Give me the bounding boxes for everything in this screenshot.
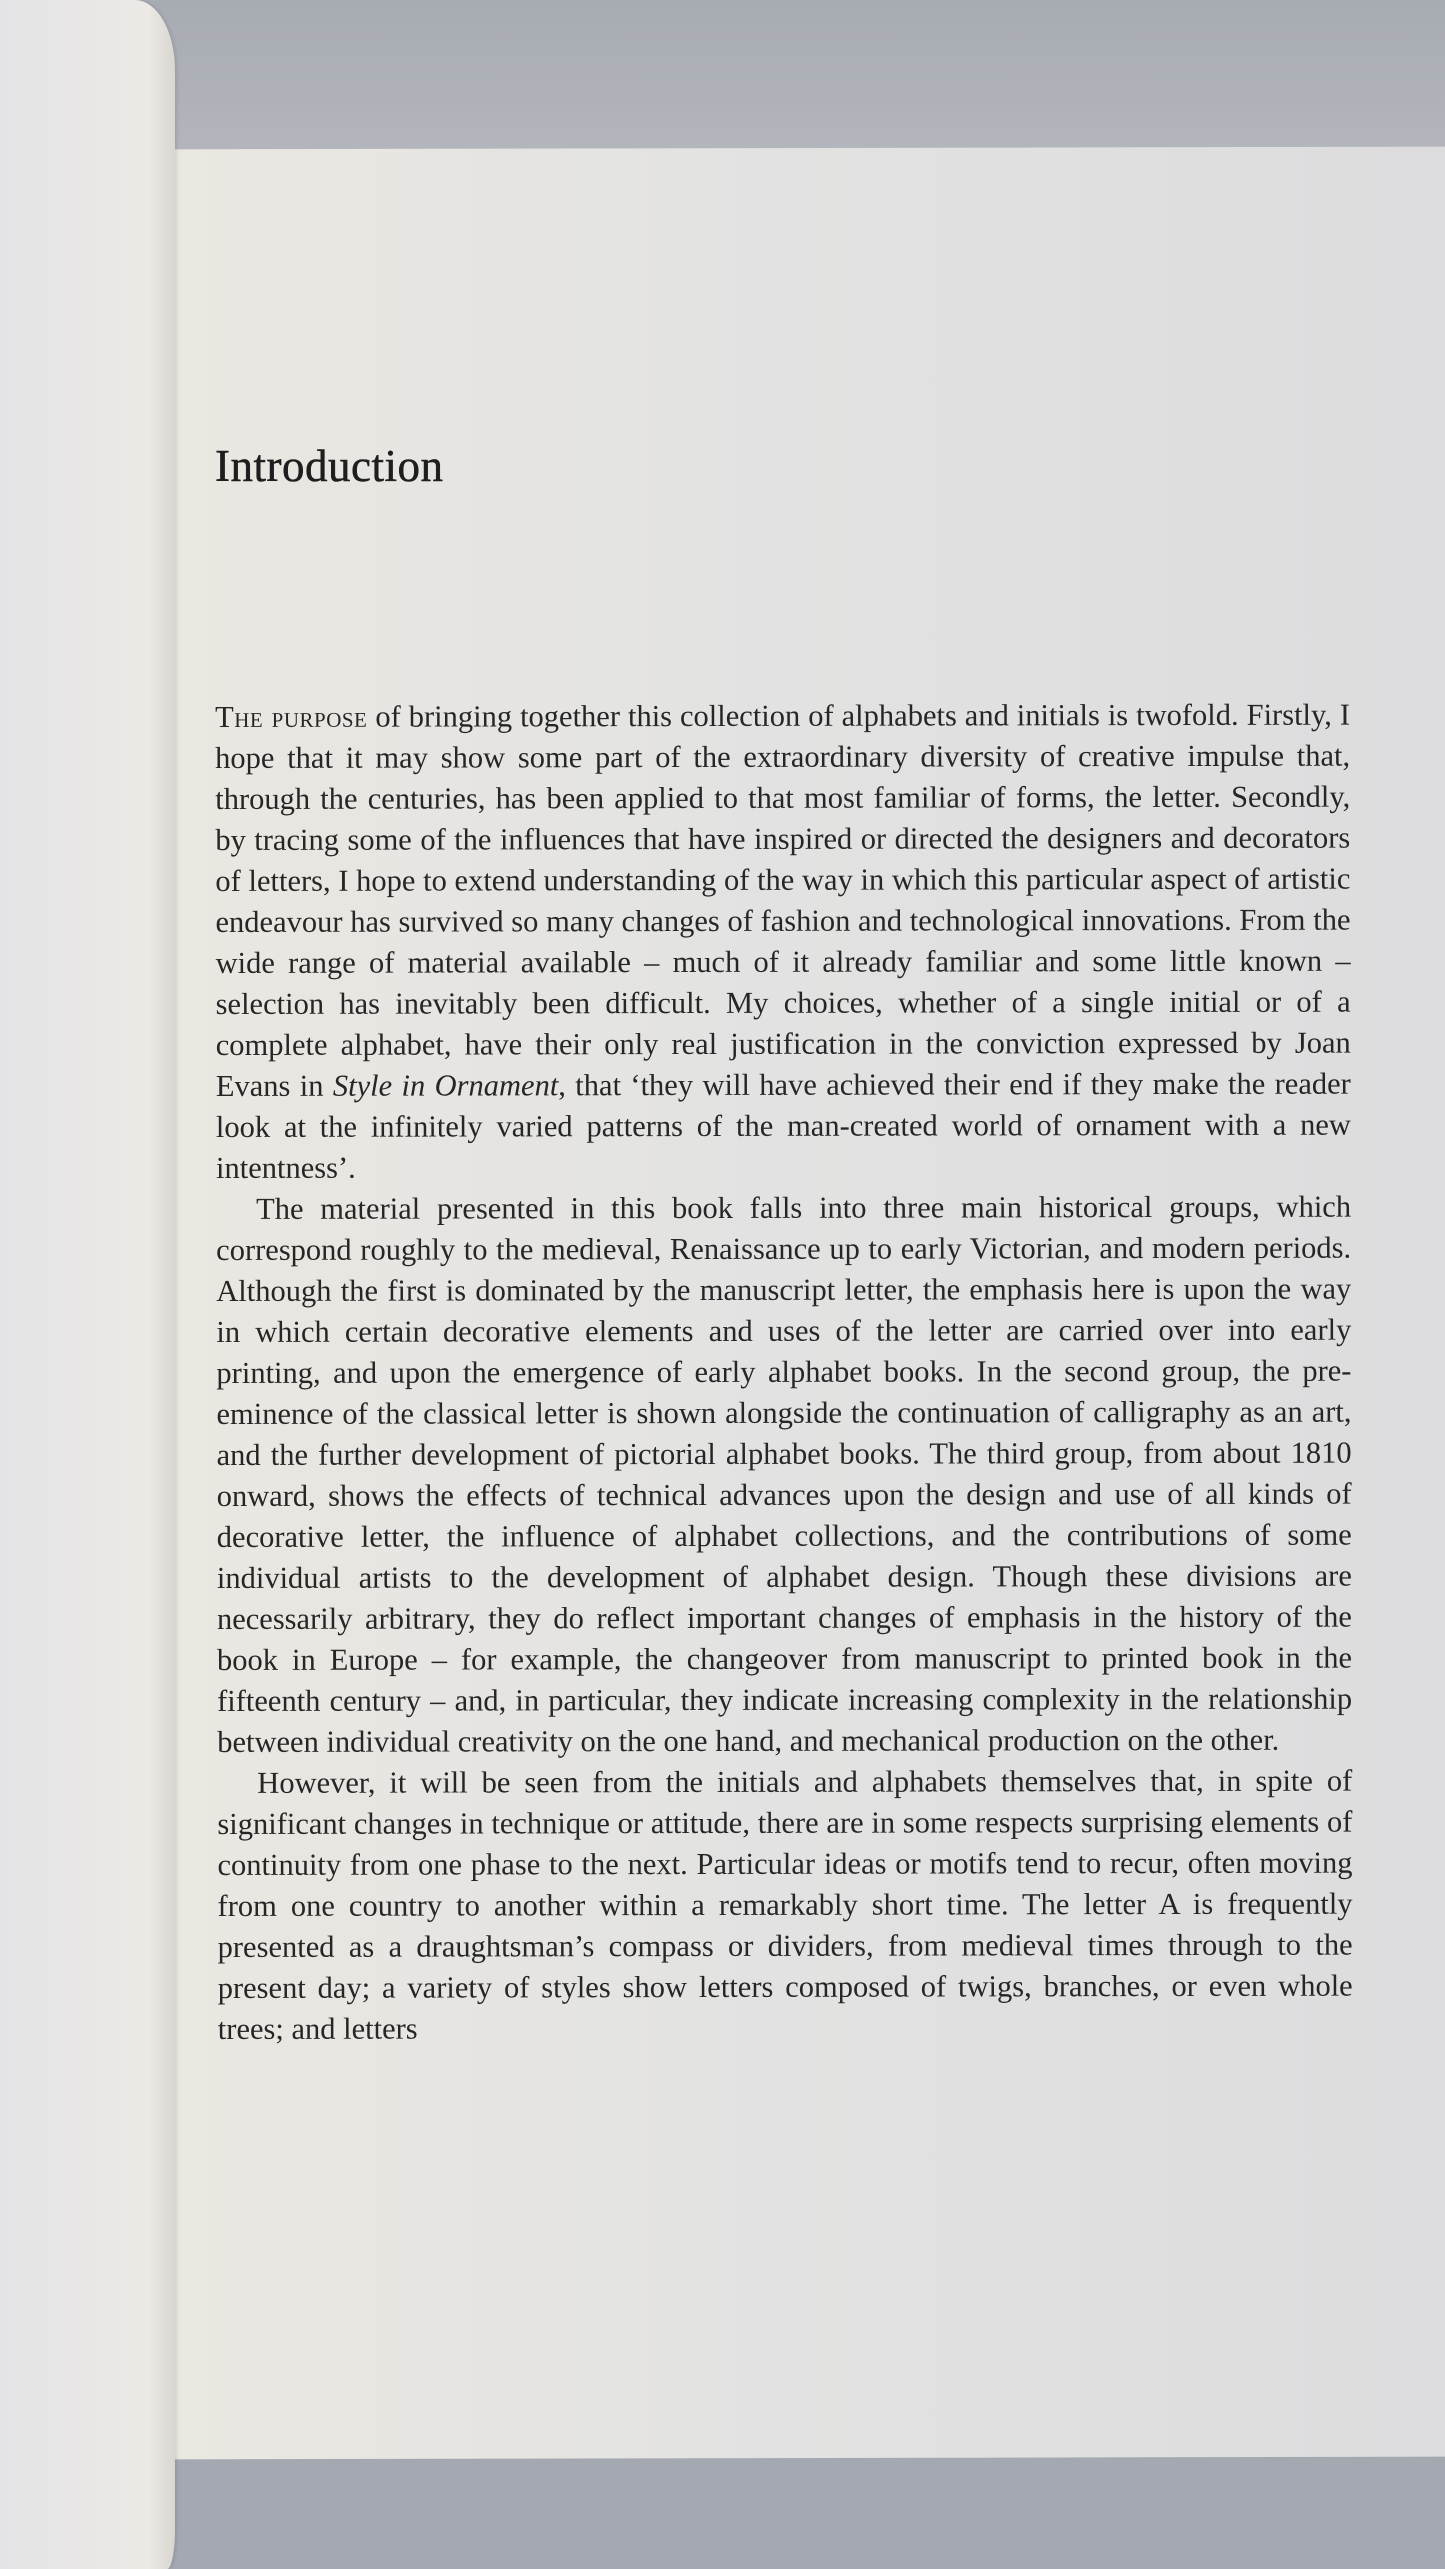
book-title-italic: Style in Ornament: [332, 1068, 559, 1103]
paragraph-2: The material presented in this book falls into three main historical groups, which correspond roughly to the medieval, Renaissance up to early Victorian, and modern periods. Although the first is dominated by the manuscript letter, the emphasis here is upon the way in which certain decorative elements and uses of the letter are carried over into early printing, and upon the emergence of early alphabet books. In the second group, the pre-eminence of the classical letter is shown alongside the continuation of calligraphy as an art, and the further development of pictorial alphabet books. The third group, from about 1810 onward, shows the effects of technical advances upon the design and use of all kinds of decorative letter, the influence of alphabet collections, and the contributions of some individual artists to the development of alphabet design. Though these divisions are necessarily arbitrary, they do reflect important changes of emphasis in the history of the book in Europe – for example, the changeover from manuscript to printed book in the fifteenth century – and, in particular, they indicate increasing complexity in the relationship between individual creativity on the one hand, and mechanical production on the other.: [216, 1189, 1353, 1759]
paragraph-1-text-a: of bringing together this collection of alphabets and initials is twofold. Firstly, I hope that it may show some part of the extraordinary diversity of creative impulse that, through the centuries, has been applied to that most familiar of forms, the letter. Secondly, by tracing some of the influences that have inspired or directed the designers and decorators of letters, I hope to extend understanding of the way in which this particular aspect of artistic endeavour has survived so many changes of fashion and technological innovations. From the wide range of material available – much of it already familiar and some little known – selection has inevitably been difficult. My choices, whether of a single initial or of a complete alphabet, have their only real justification in the conviction expressed by Joan Evans in: [215, 697, 1351, 1103]
body-text: [215, 695, 1353, 2050]
background-surface-top: [0, 0, 1445, 160]
paragraph-1: [215, 695, 1351, 1189]
paragraph-1-text-b: , that ‘they will have achieved their end if they make the reader look at the infinitely varied patterns of the man-created world of ornament with a new intentness’.: [215, 1066, 1351, 1185]
paragraph-3: However, it will be seen from the initials and alphabets themselves that, in spite of significant changes in technique or attitude, there are in some respects surprising elements of continuity from one phase to the next. Particular ideas or motifs tend to recur, often moving from one country to another within a remarkably short time. The letter A is frequently presented as a draughtsman’s compass or dividers, from medieval times through to the present day; a variety of styles show letters composed of twigs, branches, or even whole trees; and letters: [217, 1763, 1353, 2046]
left-page-edge: [0, 0, 175, 2569]
lead-in-small-caps: The purpose: [215, 699, 368, 734]
background-surface-bottom: [0, 2450, 1445, 2569]
chapter-title: Introduction: [215, 441, 444, 491]
